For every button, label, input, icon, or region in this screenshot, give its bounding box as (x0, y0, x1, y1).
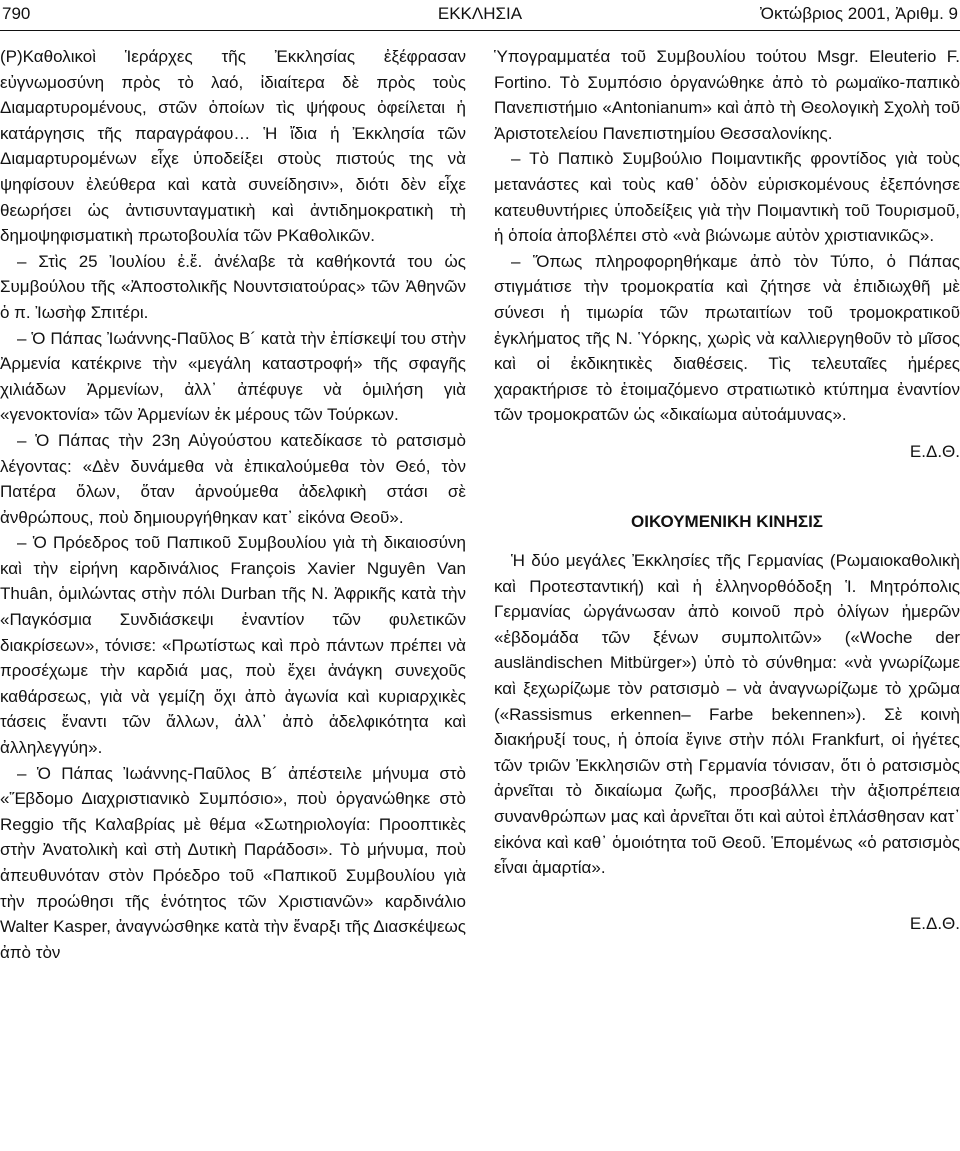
issue-info: Ὀκτώβριος 2001, Ἀριθμ. 9 (759, 4, 958, 23)
paragraph: – Ὅπως πληροφορηθήκαμε ἀπὸ τὸν Τύπο, ὁ Πάπας στιγμάτισε τὴν τρομοκρατία καὶ ζήτησε νὰ ἐπιδιωχθῆ μὲ σύνεσι ἡ τιμωρία τῶν πρωταιτίων τοῦ τρομοκρατικοῦ ἐγκλήματος τῆς Ν. Ὑόρκης, χωρὶς νὰ καλλιεργηθοῦν τὸ μῖσος καὶ οἱ ἐκδικητικὲς διαθέσεις. Τὶς τελευταῖες ἡμέρες χαρακτήρισε τὸ ἑτοιμαζόμενο στρατιωτικὸ κτύπημα ἐναντίον τῶν τρομοκρατῶν ὡς «δικαίωμα αὐτοάμυνας». (494, 251, 960, 425)
paragraph: – Ὁ Πρόεδρος τοῦ Παπικοῦ Συμβουλίου γιὰ τὴ δικαιοσύνη καὶ τὴν εἰρήνη καρδινάλιος François Xavier Nguyên Van Thuân, ὁμιλώντας στὴν πόλι Durban τῆς Ν. Ἀφρικῆς κατὰ τὴν «Παγκόσμια Συνδιάσκεψι ἐναντίον τῶν φυλετικῶν διακρίσεων», τόνισε: «Πρωτίστως καὶ πρὸ πάντων πρέπει νὰ προσέχωμε τὴν καρδιά μας, ποὺ ἔχει ἀνάγκη συνεχοῦς καθάρσεως, γιὰ νὰ γεμίζη ὄχι ἀπὸ ἀγωνία καὶ κυριαρχικὲς τάσεις ἔναντι τῶν ἄλλων, ἀλλ᾽ ἀπὸ ἀδελφικότητα καὶ ἀλληλεγγύη». (0, 533, 466, 758)
author-signature: Ε.Δ.Θ. (909, 441, 960, 461)
left-column (0, 44, 466, 965)
page-header (0, 0, 960, 31)
paragraph: – Ὁ Πάπας τὴν 23η Αὐγούστου κατεδίκασε τὸ ρατσισμὸ λέγοντας: «Δὲν δυνάμεθα νὰ ἐπικαλούμεθα τὸν Θεό, τὸν Πατέρα ὅλων, ὅταν ἀρνούμεθα ἀδελφικὴ στάσι σὲ ἀνθρώπους, ποὺ δημιουργήθηκαν κατ᾽ εἰκόνα Θεοῦ». (0, 430, 466, 527)
paragraph: – Ὁ Πάπας Ἰωάννης-Παῦλος Β´ ἀπέστειλε μήνυμα στὸ «Ἕβδομο Διαχριστιανικὸ Συμπόσιο», ποὺ ὀργανώθηκε στὸ Reggio τῆς Καλαβρίας μὲ θέμα «Σωτηριολογία: Προοπτικὲς στὴν Ἀνατολικὴ καὶ στὴ Δυτικὴ Παράδοσι». Τὸ μήνυμα, ποὺ ἀπευθυνόταν στὸν Πρόεδρο τοῦ «Παπικοῦ Συμβουλίου γιὰ τὴν προώθησι τῆς ἑνότητος τῶν Χριστιανῶν» καρδινάλιο Walter Kasper, ἀναγνώσθηκε κατὰ τὴν ἔναρξι τῆς Διασκέψεως ἀπὸ τὸν (0, 763, 466, 962)
paragraph: (Ρ)Καθολικοὶ Ἱεράρχες τῆς Ἐκκλησίας ἐξέφρασαν εὐγνωμοσύνη πρὸς τὸ λαό, ἰδιαίτερα δὲ πρὸς τοὺς Διαμαρτυρομένους, στῶν ὁποίων τὶς ψήφους ὀφείλεται ἡ κατάργησις τῆς παραγράφου… Ἡ ἴδια ἡ Ἐκκλησία τῶν Διαμαρτυρομένων εἶχε ὑποδείξει στοὺς πιστούς της νὰ ψηφίσουν ἐλεύθερα καὶ κατὰ συνείδησιν», διότι δὲν εἶχε θεωρήσει ὡς ἀντισυνταγματικὴ καὶ ἀντιδημοκρατικὴ τὴ δημοψηφισματικὴ πρωτοβουλία τῶν ΡΚαθολικῶν. (0, 47, 466, 246)
section-title: ΟΙΚΟΥΜΕΝΙΚΗ ΚΙΝΗΣΙΣ (631, 511, 823, 531)
paragraph: – Στὶς 25 Ἰουλίου ἐ.ἔ. ἀνέλαβε τὰ καθήκοντά του ὡς Συμβούλου τῆς «Ἀποστολικῆς Νουντσιατούρας» τῶν Ἀθηνῶν ὁ π. Ἰωσὴφ Σπιτέρι. (0, 251, 466, 322)
paragraph: Ἡ δύο μεγάλες Ἐκκλησίες τῆς Γερμανίας (Ρωμαιοκαθολικὴ καὶ Προτεσταντική) καὶ ἡ ἑλληνορθόδοξη Ἱ. Μητρόπολις Γερμανίας ὠργάνωσαν ἀπὸ κοινοῦ πρὸ ὀλίγων ἡμερῶν «ἑβδομάδα τῶν ξένων συμπολιτῶν» («Woche der ausländischen Mitbürger») ὑπὸ τὸ σύνθημα: «νὰ γνωρίζωμε καὶ ξεχωρίζωμε τὸν ρατσισμὸ – νὰ ἀναγνωρίζωμε τὸ χρῶμα («Rassismus erkennen– Farbe bekennen»). Σὲ κοινὴ διακήρυξί τους, ἡ ὁποία ἔγινε στὴν πόλι Frankfurt, οἱ ἡγέτες τῶν τριῶν Ἐκκλησιῶν στὴ Γερμανία τόνισαν, ὅτι ὁ ρατσισμὸς ἀρνεῖται τὸ δικαίωμα ζωῆς, προσβάλλει τὴν ἀξιοπρέπεια συνανθρώπων μας καὶ ἀρνεῖται ὅτι καὶ αὐτοὶ ἐπλάσθησαν κατ᾽ εἰκόνα καὶ καθ᾽ ὁμοιότητα τοῦ Θεοῦ. Ἑπομένως «ὁ ρατσισμὸς εἶναι ἁμαρτία». (494, 551, 960, 878)
paragraph: – Ὁ Πάπας Ἰωάννης-Παῦλος Β´ κατὰ τὴν ἐπίσκεψί του στὴν Ἀρμενία κατέκρινε τὴν «μεγάλη καταστροφή» τῆς σφαγῆς χιλιάδων Ἀρμενίων, ἀλλ᾽ ἀπέφυγε νὰ ὁμιλήση γιὰ «γενοκτονία» τῶν Ἀρμενίων ἐκ μέρους τῶν Τούρκων. (0, 328, 466, 425)
paragraph: – Τὸ Παπικὸ Συμβούλιο Ποιμαντικῆς φροντίδος γιὰ τοὺς μετανάστες καὶ τοὺς καθ᾽ ὁδὸν εὑρισκομένους ἐξεπόνησε κατευθυντήριες ὑποδείξεις γιὰ τὴν Ποιμαντικὴ τοῦ Τουρισμοῦ, ἡ ὁποία ἀποβλέπει στὸ «νὰ βιώνωμε αὐτὸν χριστιανικῶς». (494, 149, 960, 246)
paragraph: Ὑπογραμματέα τοῦ Συμβουλίου τούτου Msgr. Eleuterio F. Fortino. Τὸ Συμπόσιο ὀργανώθηκε ἀπὸ τὸ ρωμαϊκο-παπικὸ Πανεπιστήμιο «Antonianum» καὶ ἀπὸ τὴ Θεολογικὴ Σχολὴ τοῦ Ἀριστοτελείου Πανεπιστημίου Θεσσαλονίκης. (494, 47, 960, 143)
author-signature: Ε.Δ.Θ. (909, 913, 960, 933)
right-column (494, 44, 960, 936)
page-number: 790 (2, 4, 31, 23)
running-title: ΕΚΚΛΗΣΙΑ (437, 4, 523, 23)
